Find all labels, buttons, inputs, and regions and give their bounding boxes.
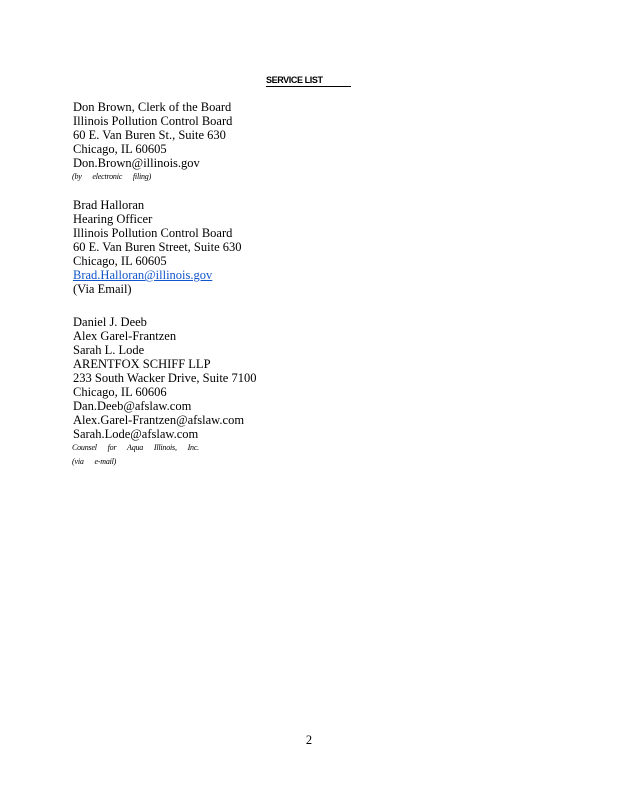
recipient-street: 60 E. Van Buren Street, Suite 630 — [73, 240, 242, 254]
recipient-email: Don.Brown@illinois.gov — [73, 156, 200, 170]
recipient-street: 233 South Wacker Drive, Suite 7100 — [73, 371, 257, 385]
recipient-name: Sarah L. Lode — [73, 343, 145, 357]
recipient-title: Hearing Officer — [73, 212, 153, 226]
recipient-city: Chicago, IL 60605 — [73, 142, 167, 156]
service-list-heading: SERVICE LIST — [266, 74, 351, 87]
recipient-clerk — [73, 100, 232, 184]
recipient-name: Don Brown, Clerk of the Board — [73, 100, 232, 114]
recipient-city: Chicago, IL 60606 — [73, 385, 167, 399]
delivery-method: (Via Email) — [73, 282, 132, 296]
delivery-note: (via e-mail) — [72, 457, 117, 466]
recipient-name: Brad Halloran — [73, 198, 145, 212]
recipient-counsel — [73, 315, 256, 469]
recipient-email: Dan.Deeb@afslaw.com — [73, 399, 192, 413]
recipient-street: 60 E. Van Buren St., Suite 630 — [73, 128, 226, 142]
counsel-note: Counsel for Aqua Illinois, Inc. — [72, 443, 199, 452]
recipient-organization: Illinois Pollution Control Board — [73, 114, 233, 128]
recipient-name: Alex Garel-Frantzen — [73, 329, 177, 343]
recipient-firm: ARENTFOX SCHIFF LLP — [73, 357, 211, 371]
recipient-name: Daniel J. Deeb — [73, 315, 147, 329]
recipient-email: Alex.Garel-Frantzen@afslaw.com — [73, 413, 245, 427]
recipient-email-link[interactable]: Brad.Halloran@illinois.gov — [73, 268, 213, 282]
page-number: 2 — [305, 733, 313, 747]
recipient-organization: Illinois Pollution Control Board — [73, 226, 233, 240]
delivery-note: (by electronic filing) — [72, 172, 152, 181]
recipient-hearing-officer — [73, 198, 242, 296]
recipient-email: Sarah.Lode@afslaw.com — [73, 427, 199, 441]
recipient-city: Chicago, IL 60605 — [73, 254, 167, 268]
